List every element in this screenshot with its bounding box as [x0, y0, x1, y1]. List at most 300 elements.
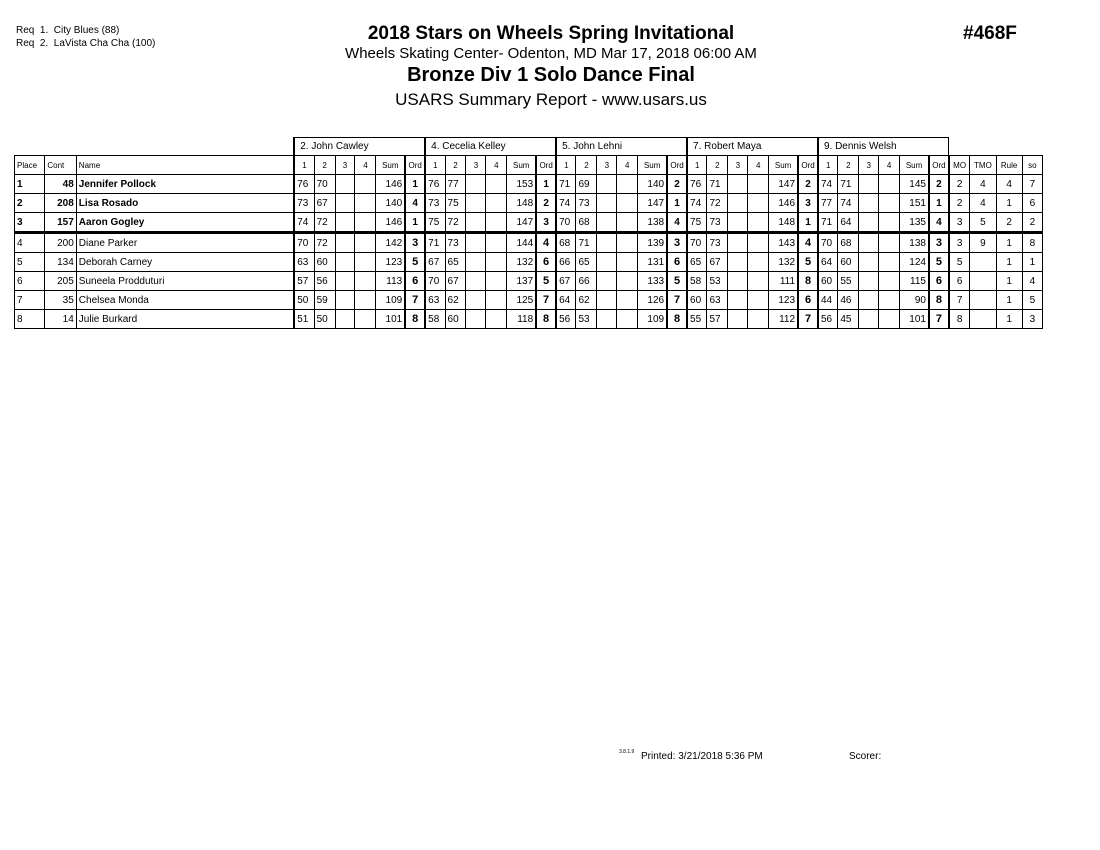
judge-sum-cell: 147	[507, 213, 536, 233]
judge-ordinal-cell: 2	[798, 175, 818, 194]
judge-score-cell	[597, 213, 617, 233]
contestant-number-cell: 35	[45, 291, 76, 310]
judge-score-cell	[597, 310, 617, 329]
competition-title: 2018 Stars on Wheels Spring Invitational	[367, 23, 735, 44]
place-cell: 3	[15, 213, 45, 233]
judge-score-cell: 73	[707, 233, 728, 253]
judge-ordinal-cell: 2	[536, 194, 556, 213]
judge-score-cell: 77	[818, 194, 838, 213]
judge-score-cell	[859, 310, 879, 329]
col-header-judge-2: 2	[445, 156, 466, 175]
so-cell: 2	[1022, 213, 1042, 233]
judge-score-cell	[879, 291, 900, 310]
judge-sum-cell: 139	[638, 233, 667, 253]
judge-ordinal-cell: 3	[798, 194, 818, 213]
judge-score-cell	[728, 310, 748, 329]
rule-cell: 1	[996, 253, 1022, 272]
judge-ordinal-cell: 4	[798, 233, 818, 253]
judge-sum-cell: 118	[507, 310, 536, 329]
judge-sum-cell: 138	[638, 213, 667, 233]
judge-score-cell: 67	[425, 253, 445, 272]
software-version: 3.8.1.9	[619, 749, 635, 755]
table-row	[15, 194, 1043, 213]
judge-score-cell	[466, 213, 486, 233]
judge-score-cell: 56	[556, 310, 576, 329]
judge-score-cell	[728, 194, 748, 213]
judge-score-cell	[486, 291, 507, 310]
judge-sum-cell: 142	[376, 233, 405, 253]
judge-score-cell	[728, 233, 748, 253]
judge-score-cell	[617, 213, 638, 233]
judge-score-cell: 60	[818, 272, 838, 291]
col-header-judge-1: 1	[687, 156, 707, 175]
judge-score-cell	[859, 233, 879, 253]
skater-name-cell: Suneela Prodduturi	[76, 272, 294, 291]
judge-sum-cell: 146	[376, 213, 405, 233]
judge-score-cell	[748, 253, 769, 272]
judge-score-cell: 44	[818, 291, 838, 310]
rule-cell: 1	[996, 272, 1022, 291]
judge-score-cell	[617, 175, 638, 194]
judge-score-cell	[486, 194, 507, 213]
judge-score-cell: 75	[425, 213, 445, 233]
col-header-judge-sum: Sum	[638, 156, 667, 175]
judge-ordinal-cell: 3	[667, 233, 687, 253]
judge-score-cell: 46	[838, 291, 859, 310]
judge-score-cell	[748, 233, 769, 253]
tmo-cell: 4	[970, 175, 996, 194]
table-row	[15, 233, 1043, 253]
judge-sum-cell: 147	[769, 175, 798, 194]
judge-score-cell: 68	[556, 233, 576, 253]
rule-cell: 1	[996, 291, 1022, 310]
judge-score-cell: 67	[707, 253, 728, 272]
judge-score-cell	[355, 310, 376, 329]
judge-score-cell	[355, 233, 376, 253]
judge-score-cell: 51	[294, 310, 314, 329]
judge-score-cell: 63	[294, 253, 314, 272]
judge-score-cell	[728, 253, 748, 272]
skater-name-cell: Deborah Carney	[76, 253, 294, 272]
judge-ordinal-cell: 5	[667, 272, 687, 291]
judge-sum-cell: 123	[376, 253, 405, 272]
so-cell: 5	[1022, 291, 1042, 310]
table-row	[15, 175, 1043, 194]
col-header-judge-3: 3	[597, 156, 617, 175]
judge-sum-cell: 140	[638, 175, 667, 194]
printed-timestamp: Printed: 3/21/2018 5:36 PM	[641, 751, 763, 762]
judge-score-cell: 62	[445, 291, 466, 310]
judge-score-cell	[355, 194, 376, 213]
request-line-2: Req 2. LaVista Cha Cha (100)	[16, 38, 156, 49]
skater-name-cell: Chelsea Monda	[76, 291, 294, 310]
judge-score-cell	[748, 175, 769, 194]
judge-ordinal-cell: 6	[929, 272, 949, 291]
event-number: #468F	[963, 23, 1017, 44]
contestant-number-cell: 205	[45, 272, 76, 291]
mo-cell: 6	[949, 272, 970, 291]
judge-score-cell: 70	[425, 272, 445, 291]
judge-score-cell	[617, 233, 638, 253]
skater-name-cell: Julie Burkard	[76, 310, 294, 329]
judge-score-cell	[466, 175, 486, 194]
judge-sum-cell: 145	[900, 175, 929, 194]
judge-ordinal-cell: 5	[798, 253, 818, 272]
skater-name-cell: Diane Parker	[76, 233, 294, 253]
judge-sum-cell: 148	[769, 213, 798, 233]
judge-score-cell	[486, 272, 507, 291]
judge-score-cell: 64	[556, 291, 576, 310]
judge-score-cell	[748, 291, 769, 310]
rule-cell: 1	[996, 310, 1022, 329]
judge-score-cell: 74	[687, 194, 707, 213]
col-header-judge-4: 4	[617, 156, 638, 175]
judge-score-cell	[859, 194, 879, 213]
judge-score-cell	[486, 310, 507, 329]
judge-score-cell: 60	[314, 253, 335, 272]
judge-score-cell	[335, 291, 355, 310]
judge-sum-cell: 111	[769, 272, 798, 291]
tmo-cell	[970, 272, 996, 291]
col-header-judge-4: 4	[486, 156, 507, 175]
judge-score-cell: 50	[314, 310, 335, 329]
judge-sum-cell: 101	[900, 310, 929, 329]
judge-score-cell: 68	[576, 213, 597, 233]
judge-score-cell	[879, 233, 900, 253]
judge-ordinal-cell: 5	[405, 253, 425, 272]
mo-cell: 7	[949, 291, 970, 310]
judge-score-cell	[466, 233, 486, 253]
judge-ordinal-cell: 1	[536, 175, 556, 194]
judge-score-cell: 67	[556, 272, 576, 291]
judge-sum-cell: 153	[507, 175, 536, 194]
judge-sum-cell: 144	[507, 233, 536, 253]
judge-header: 2. John Cawley	[294, 138, 425, 156]
judge-sum-cell: 113	[376, 272, 405, 291]
contestant-number-cell: 134	[45, 253, 76, 272]
col-header-judge-ord: Ord	[929, 156, 949, 175]
judge-score-cell: 71	[707, 175, 728, 194]
tmo-cell: 4	[970, 194, 996, 213]
col-header-judge-sum: Sum	[507, 156, 536, 175]
col-header-judge-3: 3	[859, 156, 879, 175]
judge-score-cell	[748, 310, 769, 329]
judge-score-cell: 73	[576, 194, 597, 213]
judge-score-cell	[879, 253, 900, 272]
rule-cell: 1	[996, 233, 1022, 253]
judge-score-cell	[617, 272, 638, 291]
col-header-judge-sum: Sum	[769, 156, 798, 175]
place-cell: 2	[15, 194, 45, 213]
judge-sum-cell: 126	[638, 291, 667, 310]
judge-score-cell	[335, 194, 355, 213]
judge-score-cell: 76	[425, 175, 445, 194]
judge-score-cell: 74	[818, 175, 838, 194]
col-header-place: Place	[15, 156, 45, 175]
col-header-judge-ord: Ord	[405, 156, 425, 175]
judge-score-cell	[355, 213, 376, 233]
judge-sum-cell: 148	[507, 194, 536, 213]
place-cell: 7	[15, 291, 45, 310]
judge-score-cell	[728, 213, 748, 233]
judge-score-cell: 71	[425, 233, 445, 253]
judge-score-cell: 53	[576, 310, 597, 329]
judge-sum-cell: 138	[900, 233, 929, 253]
judge-score-cell: 72	[314, 213, 335, 233]
judge-score-cell	[748, 272, 769, 291]
tmo-cell	[970, 310, 996, 329]
judge-score-cell: 68	[838, 233, 859, 253]
judge-score-cell	[335, 213, 355, 233]
table-row	[15, 310, 1043, 329]
skater-name-cell: Aaron Gogley	[76, 213, 294, 233]
judge-score-cell	[617, 310, 638, 329]
judge-score-cell	[335, 253, 355, 272]
judge-score-cell	[355, 253, 376, 272]
col-header-judge-2: 2	[314, 156, 335, 175]
judge-score-cell: 71	[818, 213, 838, 233]
judge-score-cell	[859, 175, 879, 194]
judge-score-cell: 63	[425, 291, 445, 310]
report-subtitle: USARS Summary Report - www.usars.us	[395, 90, 707, 109]
rule-cell: 1	[996, 194, 1022, 213]
judge-ordinal-cell: 5	[536, 272, 556, 291]
judge-score-cell: 65	[687, 253, 707, 272]
judge-score-cell: 58	[425, 310, 445, 329]
judge-ordinal-cell: 1	[929, 194, 949, 213]
judge-score-cell: 64	[818, 253, 838, 272]
table-row	[15, 272, 1043, 291]
judge-ordinal-cell: 8	[798, 272, 818, 291]
judge-score-cell: 73	[707, 213, 728, 233]
so-cell: 6	[1022, 194, 1042, 213]
judge-sum-cell: 123	[769, 291, 798, 310]
judge-sum-cell: 124	[900, 253, 929, 272]
judge-score-cell: 72	[445, 213, 466, 233]
judge-score-cell	[466, 253, 486, 272]
judge-sum-cell: 125	[507, 291, 536, 310]
col-header-cont: Cont	[45, 156, 76, 175]
judge-score-cell	[597, 233, 617, 253]
judge-score-cell: 65	[445, 253, 466, 272]
judge-score-cell	[335, 175, 355, 194]
judge-score-cell	[355, 291, 376, 310]
place-cell: 1	[15, 175, 45, 194]
judge-sum-cell: 146	[769, 194, 798, 213]
judge-score-cell: 66	[556, 253, 576, 272]
so-cell: 7	[1022, 175, 1042, 194]
judge-sum-cell: 132	[769, 253, 798, 272]
judge-score-cell: 59	[314, 291, 335, 310]
col-header-judge-4: 4	[355, 156, 376, 175]
judge-score-cell: 56	[818, 310, 838, 329]
judge-sum-cell: 143	[769, 233, 798, 253]
col-header-judge-1: 1	[556, 156, 576, 175]
judge-score-cell	[597, 253, 617, 272]
judge-score-cell	[355, 272, 376, 291]
judge-score-cell: 70	[556, 213, 576, 233]
judge-ordinal-cell: 6	[667, 253, 687, 272]
judge-score-cell	[486, 233, 507, 253]
col-header-so: so	[1022, 156, 1042, 175]
judge-score-cell	[617, 194, 638, 213]
tmo-cell	[970, 291, 996, 310]
judge-score-cell: 64	[838, 213, 859, 233]
judge-score-cell: 55	[687, 310, 707, 329]
judge-ordinal-cell: 8	[405, 310, 425, 329]
judge-score-cell: 60	[687, 291, 707, 310]
judge-sum-cell: 101	[376, 310, 405, 329]
col-header-rule: Rule	[996, 156, 1022, 175]
mo-cell: 2	[949, 194, 970, 213]
judge-score-cell	[335, 272, 355, 291]
judge-score-cell: 71	[556, 175, 576, 194]
contestant-number-cell: 14	[45, 310, 76, 329]
judge-ordinal-cell: 2	[667, 175, 687, 194]
judge-ordinal-cell: 2	[929, 175, 949, 194]
col-header-judge-sum: Sum	[376, 156, 405, 175]
judge-score-cell	[335, 310, 355, 329]
judge-ordinal-cell: 3	[929, 233, 949, 253]
col-header-judge-4: 4	[879, 156, 900, 175]
judge-score-cell	[486, 213, 507, 233]
judge-ordinal-cell: 7	[405, 291, 425, 310]
judge-score-cell: 56	[314, 272, 335, 291]
judge-header: 9. Dennis Welsh	[818, 138, 949, 156]
place-cell: 4	[15, 233, 45, 253]
col-header-judge-sum: Sum	[900, 156, 929, 175]
col-header-judge-ord: Ord	[667, 156, 687, 175]
mo-cell: 3	[949, 233, 970, 253]
judge-score-cell	[486, 175, 507, 194]
judge-ordinal-cell: 1	[798, 213, 818, 233]
judge-score-cell: 77	[445, 175, 466, 194]
judge-score-cell	[597, 175, 617, 194]
col-header-judge-3: 3	[728, 156, 748, 175]
judge-score-cell	[466, 291, 486, 310]
judge-sum-cell: 112	[769, 310, 798, 329]
judge-sum-cell: 137	[507, 272, 536, 291]
judge-score-cell: 75	[687, 213, 707, 233]
judge-score-cell: 76	[294, 175, 314, 194]
judge-ordinal-cell: 4	[405, 194, 425, 213]
so-cell: 1	[1022, 253, 1042, 272]
judge-ordinal-cell: 1	[405, 175, 425, 194]
judge-score-cell: 57	[707, 310, 728, 329]
place-cell: 6	[15, 272, 45, 291]
contestant-number-cell: 48	[45, 175, 76, 194]
judge-score-cell	[335, 233, 355, 253]
judge-sum-cell: 109	[638, 310, 667, 329]
venue-date: Wheels Skating Center- Odenton, MD Mar 17, 2018 06:00 AM	[345, 45, 757, 62]
contestant-number-cell: 157	[45, 213, 76, 233]
judge-score-cell: 63	[707, 291, 728, 310]
judge-score-cell: 67	[314, 194, 335, 213]
judge-sum-cell: 132	[507, 253, 536, 272]
col-header-judge-3: 3	[335, 156, 355, 175]
judge-ordinal-cell: 1	[405, 213, 425, 233]
judge-score-cell	[879, 310, 900, 329]
judge-score-cell	[486, 253, 507, 272]
col-header-judge-ord: Ord	[536, 156, 556, 175]
judge-header: 5. John Lehni	[556, 138, 687, 156]
judge-ordinal-cell: 3	[405, 233, 425, 253]
col-header-name: Name	[76, 156, 294, 175]
judge-sum-cell: 133	[638, 272, 667, 291]
judge-score-cell: 57	[294, 272, 314, 291]
col-header-judge-ord: Ord	[798, 156, 818, 175]
place-cell: 8	[15, 310, 45, 329]
judge-ordinal-cell: 4	[929, 213, 949, 233]
judge-sum-cell: 140	[376, 194, 405, 213]
judge-score-cell	[466, 194, 486, 213]
judge-sum-cell: 109	[376, 291, 405, 310]
judge-score-cell	[597, 272, 617, 291]
place-cell: 5	[15, 253, 45, 272]
judge-score-cell	[728, 175, 748, 194]
tmo-cell	[970, 253, 996, 272]
judge-ordinal-cell: 5	[929, 253, 949, 272]
skater-name-cell: Lisa Rosado	[76, 194, 294, 213]
table-row	[15, 213, 1043, 233]
judge-ordinal-cell: 8	[929, 291, 949, 310]
judge-score-cell	[617, 253, 638, 272]
judge-score-cell: 60	[838, 253, 859, 272]
judge-score-cell	[859, 213, 879, 233]
judge-ordinal-cell: 6	[405, 272, 425, 291]
judge-score-cell: 53	[707, 272, 728, 291]
col-header-judge-1: 1	[425, 156, 445, 175]
judge-score-cell	[466, 310, 486, 329]
judge-ordinal-cell: 4	[667, 213, 687, 233]
judge-score-cell: 71	[838, 175, 859, 194]
judge-score-cell: 73	[294, 194, 314, 213]
judge-score-cell: 74	[294, 213, 314, 233]
judge-header: 7. Robert Maya	[687, 138, 818, 156]
col-header-mo: MO	[949, 156, 970, 175]
judge-score-cell: 67	[445, 272, 466, 291]
judge-score-cell	[879, 194, 900, 213]
judge-ordinal-cell: 6	[536, 253, 556, 272]
judge-sum-cell: 90	[900, 291, 929, 310]
judge-score-cell: 70	[687, 233, 707, 253]
judge-score-cell: 72	[314, 233, 335, 253]
judge-score-cell	[728, 272, 748, 291]
judge-score-cell	[597, 194, 617, 213]
judge-score-cell: 70	[294, 233, 314, 253]
judge-score-cell	[748, 194, 769, 213]
judge-ordinal-cell: 7	[536, 291, 556, 310]
mo-cell: 5	[949, 253, 970, 272]
judge-score-cell	[879, 272, 900, 291]
mo-cell: 3	[949, 213, 970, 233]
judge-score-cell	[879, 175, 900, 194]
judge-score-cell: 76	[687, 175, 707, 194]
judge-score-cell: 65	[576, 253, 597, 272]
tmo-cell: 5	[970, 213, 996, 233]
judge-score-cell	[859, 291, 879, 310]
col-header-judge-2: 2	[576, 156, 597, 175]
judge-score-cell: 70	[818, 233, 838, 253]
judge-score-cell: 60	[445, 310, 466, 329]
judge-score-cell	[859, 272, 879, 291]
contestant-number-cell: 208	[45, 194, 76, 213]
judge-score-cell: 70	[314, 175, 335, 194]
judge-score-cell	[466, 272, 486, 291]
col-header-judge-1: 1	[294, 156, 314, 175]
judge-score-cell: 74	[838, 194, 859, 213]
judge-sum-cell: 147	[638, 194, 667, 213]
